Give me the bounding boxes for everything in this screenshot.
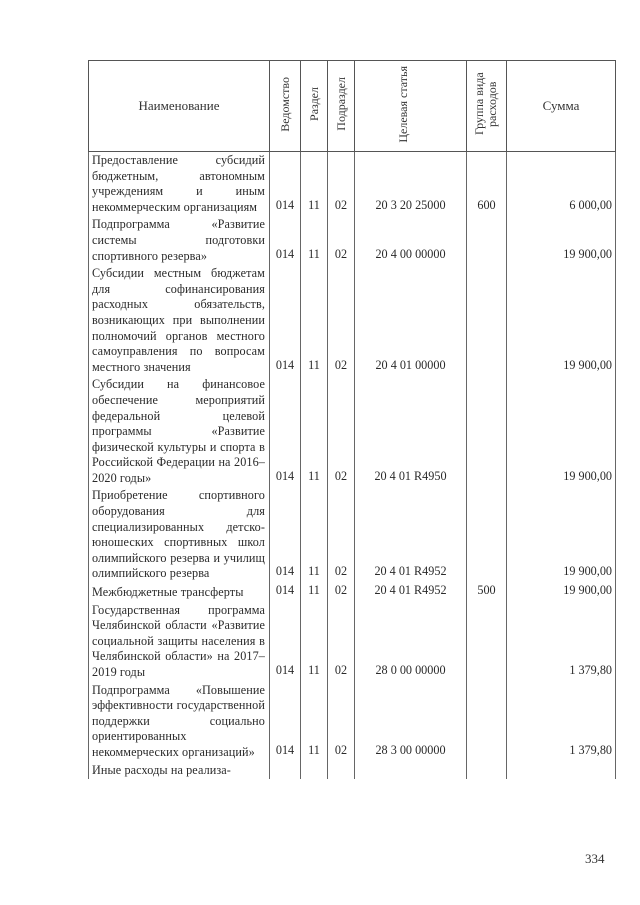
row-section: 11 [301,487,328,583]
row-expense-group [467,265,507,376]
row-subsection: 02 [328,216,355,265]
row-section: 11 [301,583,328,602]
row-department: 014 [270,602,301,682]
row-amount: 19 900,00 [507,216,616,265]
row-amount: 1 379,80 [507,682,616,762]
row-section [301,762,328,780]
row-expense-group [467,216,507,265]
header-amount: Сумма [507,61,616,152]
row-subsection: 02 [328,265,355,376]
row-subsection: 02 [328,487,355,583]
row-target: 28 0 00 00000 [355,602,467,682]
row-subsection: 02 [328,583,355,602]
row-subsection: 02 [328,152,355,217]
table-header [89,61,616,152]
row-department: 014 [270,152,301,217]
table-row [89,487,616,583]
row-expense-group: 500 [467,583,507,602]
row-target: 20 4 01 R4952 [355,583,467,602]
row-expense-group [467,376,507,487]
row-name: Субсидии местным бюджетам для софинансирования расходных обязательств, возникающих при выполнении полномочий органов местного самоуправления по вопросам местного значения [89,265,270,376]
row-expense-group [467,682,507,762]
budget-table [88,60,616,779]
row-expense-group: 600 [467,152,507,217]
table-row [89,583,616,602]
row-department: 014 [270,583,301,602]
row-target: 20 4 00 00000 [355,216,467,265]
row-target: 20 4 01 R4952 [355,487,467,583]
row-target: 20 4 01 R4950 [355,376,467,487]
header-expense-group: Группа вида расходов [467,61,507,152]
row-subsection: 02 [328,682,355,762]
table-body [89,152,616,780]
table-row [89,682,616,762]
row-target: 20 3 20 25000 [355,152,467,217]
row-expense-group [467,487,507,583]
header-department: Ведомство [270,61,301,152]
row-target [355,762,467,780]
row-amount: 19 900,00 [507,265,616,376]
row-subsection [328,762,355,780]
row-name: Субсидии на финансовое обеспечение мероприятий федеральной целевой программы «Развитие физической культуры и спорта в Российской Федерации на 2016–2020 годы» [89,376,270,487]
row-name: Межбюджетные трансферты [89,583,270,602]
row-amount: 19 900,00 [507,376,616,487]
row-name: Иные расходы на реализа- [89,762,270,780]
table-row [89,602,616,682]
header-target: Целевая статья [355,61,467,152]
row-subsection: 02 [328,602,355,682]
header-subsection: Подраздел [328,61,355,152]
header-name: Наименование [89,61,270,152]
page-number: 334 [585,851,605,866]
row-amount: 19 900,00 [507,487,616,583]
row-target: 20 4 01 00000 [355,265,467,376]
row-name: Подпрограмма «Развитие системы подготовки спортивного резерва» [89,216,270,265]
row-department: 014 [270,216,301,265]
row-amount: 19 900,00 [507,583,616,602]
row-target: 28 3 00 00000 [355,682,467,762]
row-amount [507,762,616,780]
row-amount: 6 000,00 [507,152,616,217]
row-expense-group [467,602,507,682]
header-row [89,61,616,152]
row-department: 014 [270,376,301,487]
row-section: 11 [301,216,328,265]
table-row [89,216,616,265]
row-department [270,762,301,780]
row-section: 11 [301,265,328,376]
row-section: 11 [301,152,328,217]
table-row [89,376,616,487]
row-section: 11 [301,602,328,682]
row-name: Подпрограмма «Повышение эффективности государственной поддержки социально ориентированных некоммерческих организаций» [89,682,270,762]
row-department: 014 [270,682,301,762]
table-row [89,152,616,217]
row-section: 11 [301,376,328,487]
row-name: Приобретение спортивного оборудования для специализированных детско-юношеских спортивных школ олимпийского резерва и училищ олимпийского резерва [89,487,270,583]
row-name: Государственная программа Челябинской области «Развитие социальной защиты населения в Челябинской области» на 2017–2019 годы [89,602,270,682]
table-row [89,265,616,376]
row-department: 014 [270,265,301,376]
row-department: 014 [270,487,301,583]
header-section: Раздел [301,61,328,152]
table-row [89,762,616,780]
row-amount: 1 379,80 [507,602,616,682]
row-subsection: 02 [328,376,355,487]
row-name: Предоставление субсидий бюджетным, автономным учреждениям и иным некоммерческим организациям [89,152,270,217]
row-section: 11 [301,682,328,762]
row-expense-group [467,762,507,780]
